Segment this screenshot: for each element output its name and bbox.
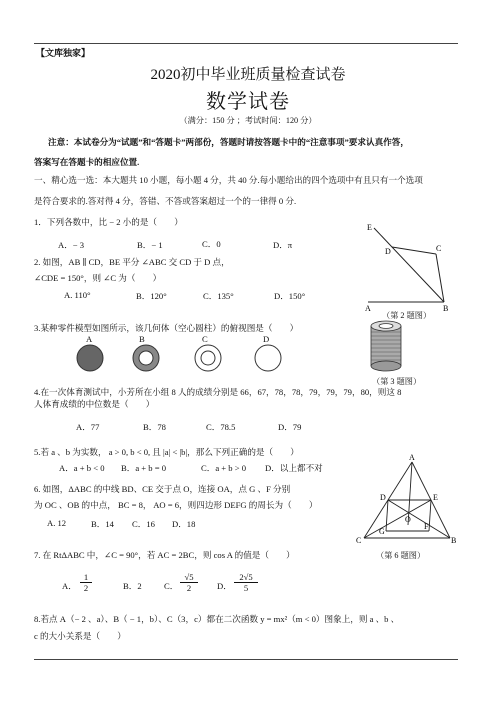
q2-label-a: A [365,304,371,312]
q3-option-c: C [202,334,208,344]
q3-option-a: A [86,334,93,344]
subject-title: 数学试卷 [206,91,290,113]
q4-option-d: D．79 [278,422,302,432]
q3-caption: （第 3 题图） [372,377,422,386]
q7-option-a-label: A． [62,581,77,591]
exam-title: 2020初中毕业班质量检查试卷 [150,67,346,83]
q3-options-figure [70,342,300,378]
q5-option-c: C．a + b > 0 [201,463,247,473]
q6-label-b: B [451,536,457,544]
q4-line-1: 4.在一次体育测试中，小芳所在小组 8 人的成绩分别是 66，67，78，78，79，79，79，80，则这 8 [34,387,402,397]
q6-option-c: C．16 [132,519,155,529]
q1-option-b: B．− 1 [137,240,163,250]
q7-stem: 7. 在 RtΔABC 中，∠C = 90°，若 AC = 2BC，则 cos A 的值是（ ） [34,550,295,560]
q3-stem: 3.某种零件模型如图所示，该几何体（空心圆柱）的俯视图是（ ） [34,323,299,333]
q7-option-b: B．2 [123,581,142,591]
q6-option-d: D．18 [172,519,196,529]
q1-stem: 1．下列各数中，比 − 2 小的是（ ） [34,217,183,227]
doc-tag: 【文库独家】 [36,48,91,58]
exam-info: （满分：150 分 ；考试时间：120 分） [179,116,317,125]
q7-option-a-fraction [80,572,92,593]
top-rule [34,43,458,44]
q6-option-b: B．14 [91,519,114,529]
section1-line-2: 是符合要求的.答对得 4 分，答错、不答或答案超过一个的一律得 0 分. [34,196,297,206]
q3-shape-a [77,345,103,371]
bottom-rule [34,659,458,660]
q3-cylinder-figure [366,318,406,374]
q1-option-c: C．0 [202,239,221,249]
q6-label-c: C [356,536,362,544]
q7-option-d-num: 2√5 [234,572,258,583]
q7-option-c-fraction [180,572,198,593]
q7-option-a-den: 2 [83,583,89,593]
q3-cylinder-bottom [371,361,401,371]
q1-option-d: D．π [273,240,293,250]
q2-caption: （第 2 题图） [382,311,432,320]
q8-line-1: 8.若点 A（− 2 、a）、B（ − 1，b）、C（3，c）都在二次函数 y = mx²（m < 0）图象上，则 a 、b 、 [34,614,400,624]
q6-label-o: O [405,515,411,524]
q2-label-b: B [443,304,449,312]
q3-shape-d [255,345,281,371]
q7-option-c-label: C． [164,581,179,591]
q2-option-a: A. 110° [64,290,91,300]
notice-line-1: 注意：本试卷分为“试题”和“答题卡”两部份，答题时请按答题卡中的“注意事项”要求认真作答， [48,137,409,147]
q7-option-a-num: 1 [80,572,92,583]
q6-label-a: A [409,453,415,462]
q6-label-g: G [379,527,385,536]
q6-line-1: 6. 如图，ΔABC 的中线 BD、CE 交于点 O，连接 OA，点 G 、F 分别 [34,484,291,494]
q4-option-a: A．77 [76,422,100,432]
q2-line-eb [374,228,444,302]
q7-option-d-den: 5 [243,583,249,593]
q3-option-d: D [263,334,270,344]
q6-line-2: 为 OC 、OB 的中点， BC = 8， AO = 6，则四边形 DEFG 的周长为（ ） [34,500,318,510]
q5-stem: 5.若 a 、b 为实数， a > 0, b < 0, 且 |a| < |b|，那么下列正确的是（ ） [34,447,299,457]
q6-figure [350,452,462,544]
section1-line-1: 一、精心选一选：本大题共 10 小题，每小题 4 分，共 40 分.每小题给出的四个选项中有且只有一个选项 [34,175,423,185]
q4-line-2: 人体育成绩的中位数是（ ） [34,399,155,409]
q2-option-b: B．120° [136,291,167,301]
q6-caption: （第 6 题图） [376,551,426,560]
q6-segment-dg [386,500,388,531]
q3-option-b: B [139,334,145,344]
q2-line-dc [392,247,436,254]
q6-option-a: A. 12 [47,518,67,528]
q7-option-d-label: D． [217,581,232,591]
q2-label-c: C [436,244,442,253]
q3-shape-b-inner [139,351,153,365]
q7-option-d-fraction [234,572,258,593]
q2-label-e: E [367,223,372,232]
q7-option-c-num: √5 [180,572,198,583]
q5-option-b: B．a + b = 0 [121,463,167,473]
q8-line-2: c 的大小关系是（ ） [34,631,126,641]
q3-cylinder-hole [379,324,393,329]
q5-option-d: D．以上都不对 [265,463,323,473]
q6-label-e: E [433,493,438,502]
q2-line-2: ∠CDE = 150°，则 ∠C 为（ ） [34,273,162,283]
notice-line-2: 答案写在答题卡的相应位置. [34,157,140,167]
q4-option-c: C．78.5 [206,422,236,432]
q2-figure [364,220,456,312]
q3-shape-c-inner [201,351,215,365]
q6-label-d: D [380,493,386,502]
q2-line-1: 2. 如图，AB ∥ CD，BE 平分 ∠ABC 交 CD 于 D 点， [34,257,230,267]
q2-option-d: D．150° [274,291,306,301]
q7-option-c-den: 2 [186,583,192,593]
q4-option-b: B．78 [143,422,166,432]
q2-option-c: C．135° [203,291,234,301]
q6-label-f: F [424,522,429,531]
q1-option-a: A．− 3 [58,240,85,250]
q2-label-d: D [385,247,391,256]
q5-option-a: A．a + b < 0 [59,463,105,473]
